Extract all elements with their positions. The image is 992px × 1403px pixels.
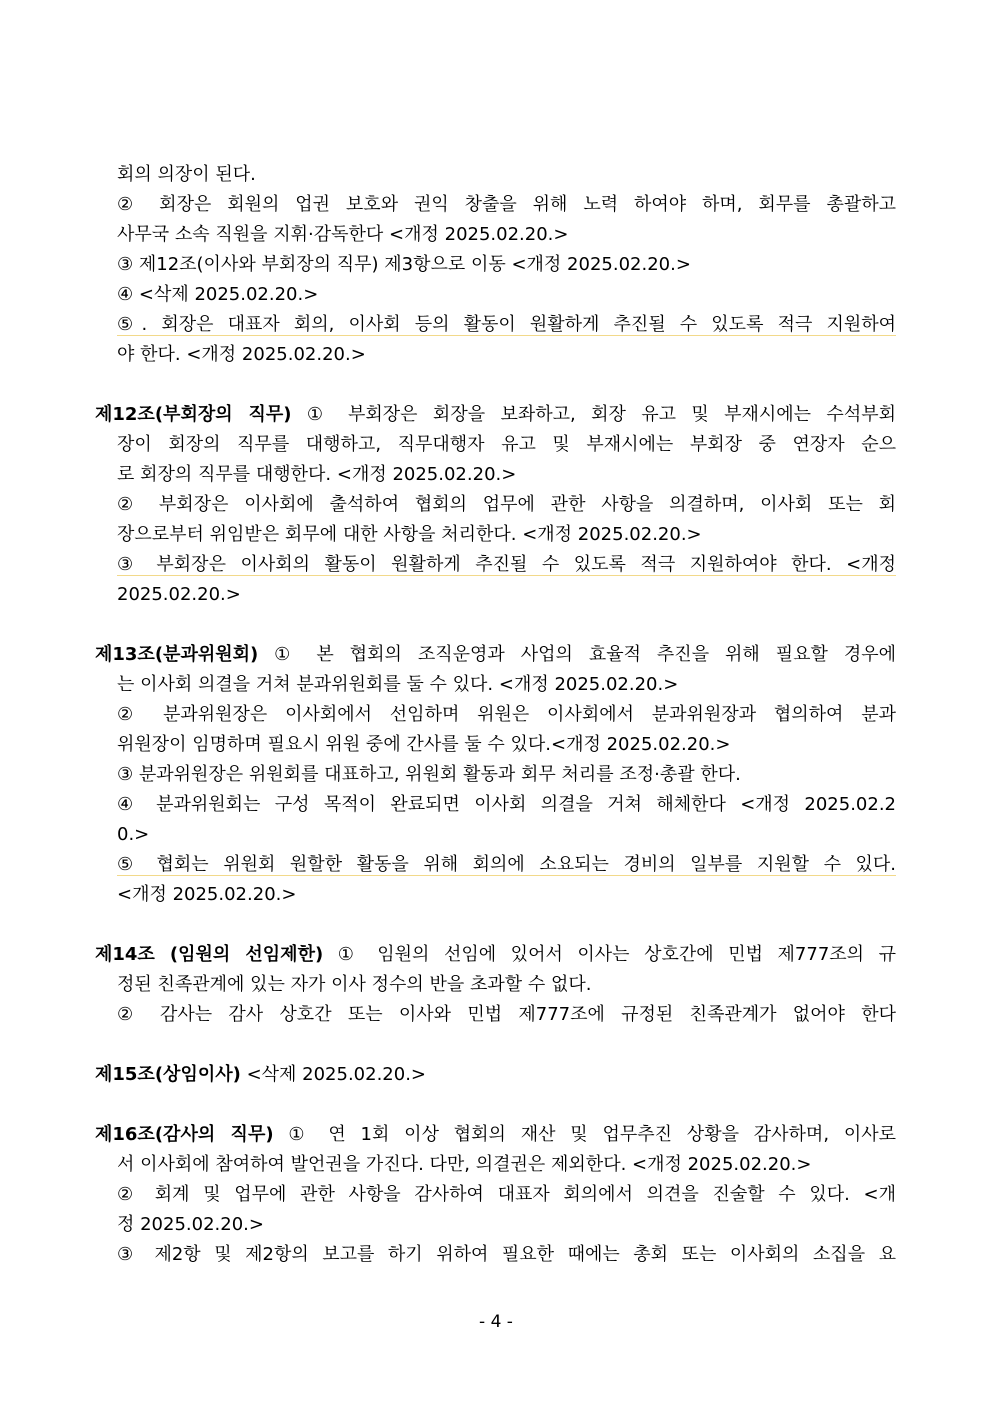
line-text: <개정 2025.02.20.> xyxy=(117,884,297,905)
text-line xyxy=(117,220,896,250)
text-line xyxy=(117,820,896,850)
article-title: 제14조 (임원의 선임제한) xyxy=(95,944,324,965)
line-text: ③ 부회장은 이사회의 활동이 원활하게 추진될 수 있도록 적극 지원하여야 한다. <개정 xyxy=(117,554,896,575)
line-text: 정 2025.02.20.> xyxy=(117,1214,264,1235)
article-title: 제13조(분과위원회) xyxy=(95,644,259,665)
article-heading-line xyxy=(95,400,896,430)
line-text: ① 연 1회 이상 협회의 재산 및 업무추진 상황을 감사하며, 이사로 xyxy=(273,1124,897,1145)
line-text: ② 회장은 회원의 업권 보호와 권익 창출을 위해 노력 하여야 하며, 회무를 총괄하고 xyxy=(117,194,896,215)
text-line xyxy=(117,880,896,910)
line-text: ③ 제2항 및 제2항의 보고를 하기 위하여 필요한 때에는 총회 또는 이사회의 소집을 요 xyxy=(117,1244,896,1265)
text-line xyxy=(117,340,896,370)
line-text: 사무국 소속 직원을 지휘·감독한다 <개정 2025.02.20.> xyxy=(117,224,569,245)
text-line xyxy=(117,790,896,820)
article-title: 제12조(부회장의 직무) xyxy=(95,404,292,425)
line-text: 0.> xyxy=(117,824,150,845)
line-text: 정된 친족관계에 있는 자가 이사 정수의 반을 초과할 수 없다. xyxy=(117,974,592,995)
text-line xyxy=(117,430,896,460)
text-line xyxy=(117,580,896,610)
line-text: ① 임원의 선임에 있어서 이사는 상호간에 민법 제777조의 규 xyxy=(323,944,896,965)
article-title: 제15조(상임이사) xyxy=(95,1064,241,1085)
text-line xyxy=(117,1210,896,1240)
article-heading-line xyxy=(95,640,896,670)
line-text: 장이 회장의 직무를 대행하고, 직무대행자 유고 및 부재시에는 부회장 중 연장자 순으 xyxy=(117,434,896,455)
text-line xyxy=(117,670,896,700)
text-line xyxy=(117,700,896,730)
text-line xyxy=(117,280,896,310)
line-text: ② 감사는 감사 상호간 또는 이사와 민법 제777조에 규정된 친족관계가 없어야 한다 xyxy=(117,1004,896,1025)
line-text: 야 한다. <개정 2025.02.20.> xyxy=(117,344,366,365)
text-line xyxy=(117,970,896,1000)
text-line xyxy=(117,460,896,490)
line-text: ⑤ 협회는 위원회 원할한 활동을 위해 회의에 소요되는 경비의 일부를 지원할 수 있다. xyxy=(117,854,896,875)
text-line xyxy=(117,550,896,580)
text-line xyxy=(117,310,896,340)
article-heading-line xyxy=(95,1120,896,1150)
line-text: ③ 제12조(이사와 부회장의 직무) 제3항으로 이동 <개정 2025.02.20.> xyxy=(117,254,691,275)
line-text: ③ 분과위원장은 위원회를 대표하고, 위원회 활동과 회무 처리를 조정·총괄 한다. xyxy=(117,764,741,785)
text-line xyxy=(117,1180,896,1210)
line-text: ① 본 협회의 조직운영과 사업의 효율적 추진을 위해 필요할 경우에 xyxy=(258,644,896,665)
line-text: 2025.02.20.> xyxy=(117,584,241,605)
line-text: ④ 분과위원회는 구성 목적이 완료되면 이사회 의결을 거쳐 해체한다 <개정 2025.02.2 xyxy=(117,794,896,815)
line-text: 위원장이 임명하며 필요시 위원 중에 간사를 둘 수 있다.<개정 2025.02.20.> xyxy=(117,734,731,755)
text-line xyxy=(117,760,896,790)
line-text: ② 부회장은 이사회에 출석하여 협회의 업무에 관한 사항을 의결하며, 이사회 또는 회 xyxy=(117,494,896,515)
article-heading-line xyxy=(95,940,896,970)
text-line xyxy=(117,730,896,760)
text-line xyxy=(117,850,896,880)
article-heading-line xyxy=(95,1060,896,1090)
text-line xyxy=(117,1000,896,1030)
line-text: ⑤. 회장은 대표자 회의, 이사회 등의 활동이 원활하게 추진될 수 있도록 적극 지원하여 xyxy=(117,314,896,335)
line-text: ② 회계 및 업무에 관한 사항을 감사하여 대표자 회의에서 의견을 진술할 수 있다. <개 xyxy=(117,1184,896,1205)
text-line xyxy=(117,1150,896,1180)
line-text: ④ <삭제 2025.02.20.> xyxy=(117,284,319,305)
text-line xyxy=(117,190,896,220)
line-text: 서 이사회에 참여하여 발언권을 가진다. 다만, 의결권은 제외한다. <개정 2025.02.20.> xyxy=(117,1154,812,1175)
page-number: - 4 - xyxy=(479,1312,513,1332)
text-line xyxy=(117,520,896,550)
line-text: 로 회장의 직무를 대행한다. <개정 2025.02.20.> xyxy=(117,464,517,485)
line-text: <삭제 2025.02.20.> xyxy=(240,1064,427,1085)
line-text: 는 이사회 의결을 거쳐 분과위원회를 둘 수 있다. <개정 2025.02.20.> xyxy=(117,674,679,695)
line-text: ① 부회장은 회장을 보좌하고, 회장 유고 및 부재시에는 수석부회 xyxy=(291,404,896,425)
line-text: 회의 의장이 된다. xyxy=(117,164,256,185)
line-text: 장으로부터 위임받은 회무에 대한 사항을 처리한다. <개정 2025.02.20.> xyxy=(117,524,702,545)
line-text: ② 분과위원장은 이사회에서 선임하며 위원은 이사회에서 분과위원장과 협의하여 분과 xyxy=(117,704,896,725)
text-line xyxy=(117,1240,896,1270)
text-line xyxy=(117,490,896,520)
text-line xyxy=(117,160,896,190)
article-title: 제16조(감사의 직무) xyxy=(95,1124,274,1145)
text-line xyxy=(117,250,896,280)
